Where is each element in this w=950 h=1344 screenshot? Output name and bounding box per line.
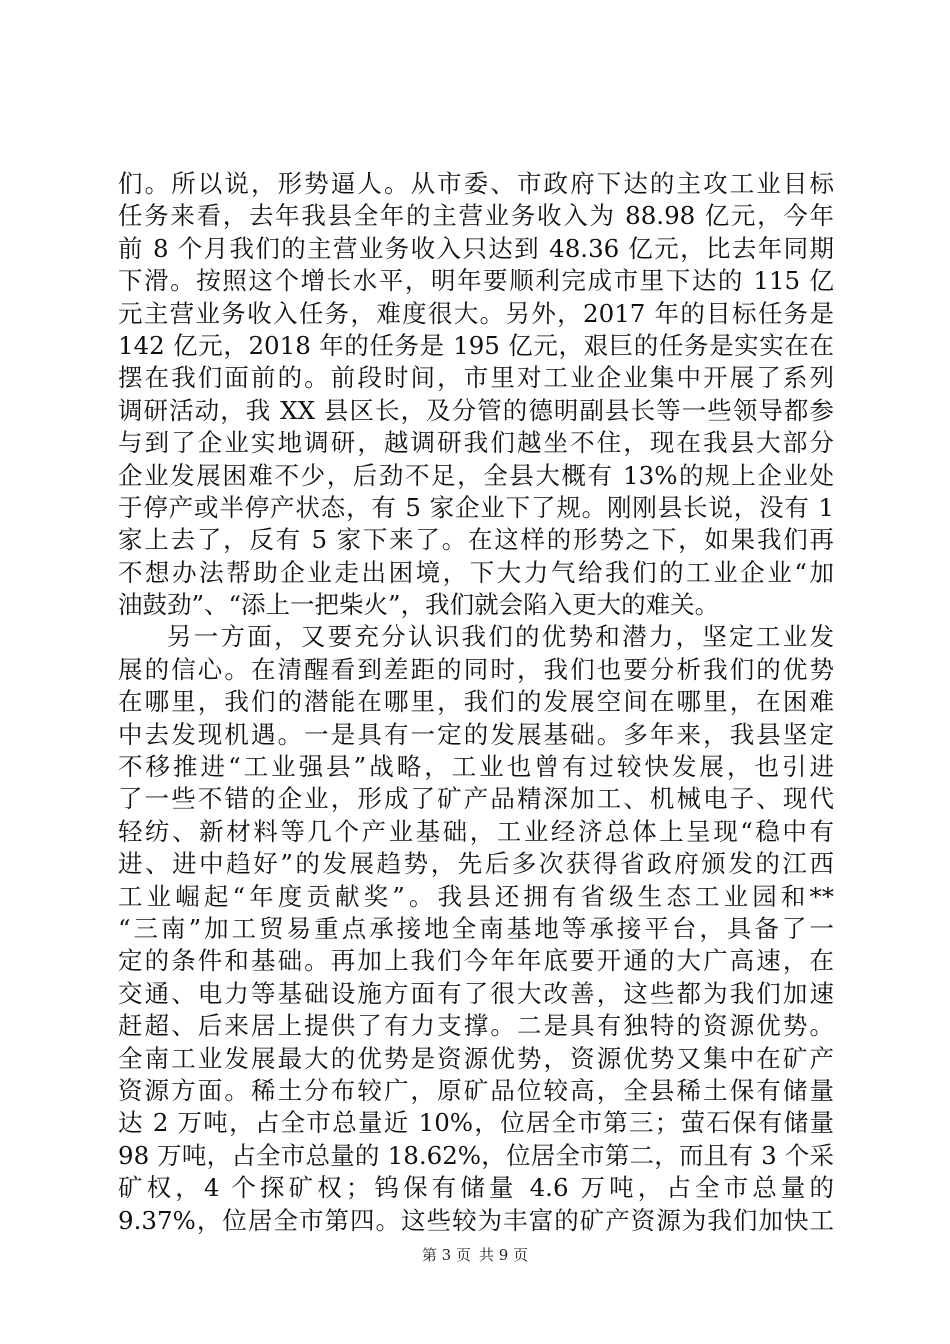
paragraph — [118, 168, 834, 621]
text-line: 在哪里，我们的潜能在哪里，我们的发展空间在哪里，在困难 — [118, 687, 834, 717]
text-line: 油鼓劲”、“添上一把柴火”，我们就会陷入更大的难关。 — [118, 590, 720, 620]
page-number: 第 3 页 — [421, 1246, 471, 1264]
text-line: 元主营业务收入任务，难度很大。另外，2017 年的目标任务是 — [118, 298, 834, 328]
text-line: 不移推进“工业强县”战略，工业也曾有过较快发展，也引进 — [118, 752, 834, 782]
text-line: 与到了企业实地调研，越调研我们越坐不住，现在我县大部分 — [118, 428, 834, 458]
text-line: 家上去了，反有 5 家下来了。在这样的形势之下，如果我们再 — [118, 525, 834, 555]
text-line: 于停产或半停产状态，有 5 家企业下了规。刚刚县长说，没有 1 — [118, 492, 834, 522]
text-line: 任务来看，去年我县全年的主营业务收入为 88.98 亿元，今年 — [118, 201, 834, 231]
text-line: 定的条件和基础。再加上我们今年年底要开通的大广高速，在 — [118, 946, 834, 976]
text-line: 达 2 万吨，占全市总量近 10%，位居全市第三；萤石保有储量 — [118, 1108, 834, 1138]
text-line: 矿权，4 个探矿权；钨保有储量 4.6 万吨，占全市总量的 — [118, 1173, 834, 1203]
text-line: 下滑。按照这个增长水平，明年要顺利完成市里下达的 115 亿 — [118, 266, 834, 296]
body-text — [118, 168, 834, 1237]
text-line: 142 亿元，2018 年的任务是 195 亿元，艰巨的任务是实实在在 — [118, 330, 834, 360]
text-line: 调研活动，我 XX 县区长，及分管的德明副县长等一些领导都参 — [118, 395, 834, 425]
text-line: 工业崛起“年度贡献奖”。我县还拥有省级生态工业园和** — [118, 881, 834, 911]
text-line: 不想办法帮助企业走出困境，下大力气给我们的工业企业“加 — [118, 557, 834, 587]
text-line: 赶超、后来居上提供了有力支撑。二是具有独特的资源优势。 — [118, 1011, 834, 1041]
text-line: 企业发展困难不少，后劲不足，全县大概有 13%的规上企业处 — [118, 460, 834, 490]
page-total: 共 9 页 — [479, 1246, 529, 1264]
text-line: 前 8 个月我们的主营业务收入只达到 48.36 亿元，比去年同期 — [118, 233, 834, 263]
text-line: 们。所以说，形势逼人。从市委、市政府下达的主攻工业目标 — [118, 169, 834, 198]
page-footer — [0, 1245, 950, 1265]
text-line: 9.37%，位居全市第四。这些较为丰富的矿产资源为我们加快工 — [118, 1205, 834, 1235]
text-line: 了一些不错的企业，形成了矿产品精深加工、机械电子、现代 — [118, 784, 834, 814]
text-line: 资源方面。稀土分布较广，原矿品位较高，全县稀土保有储量 — [118, 1075, 834, 1105]
text-line: 另一方面，又要充分认识我们的优势和潜力，坚定工业发 — [167, 622, 834, 652]
text-line: 进、进中趋好”的发展趋势，先后多次获得省政府颁发的江西 — [118, 849, 834, 879]
text-line: 摆在我们面前的。前段时间，市里对工业企业集中开展了系列 — [118, 363, 834, 393]
text-line: 展的信心。在清醒看到差距的同时，我们也要分析我们的优势 — [118, 654, 834, 684]
text-line: 98 万吨，占全市总量的 18.62%，位居全市第二，而且有 3 个采 — [118, 1140, 834, 1170]
text-line: 轻纺、新材料等几个产业基础，工业经济总体上呈现“稳中有 — [118, 816, 834, 846]
text-line: 全南工业发展最大的优势是资源优势，资源优势又集中在矿产 — [118, 1043, 834, 1073]
paragraph — [118, 621, 834, 1236]
text-line: 中去发现机遇。一是具有一定的发展基础。多年来，我县坚定 — [118, 719, 834, 749]
text-line: 交通、电力等基础设施方面有了很大改善，这些都为我们加速 — [118, 978, 834, 1008]
text-line: “三南”加工贸易重点承接地全南基地等承接平台，具备了一 — [118, 913, 834, 943]
